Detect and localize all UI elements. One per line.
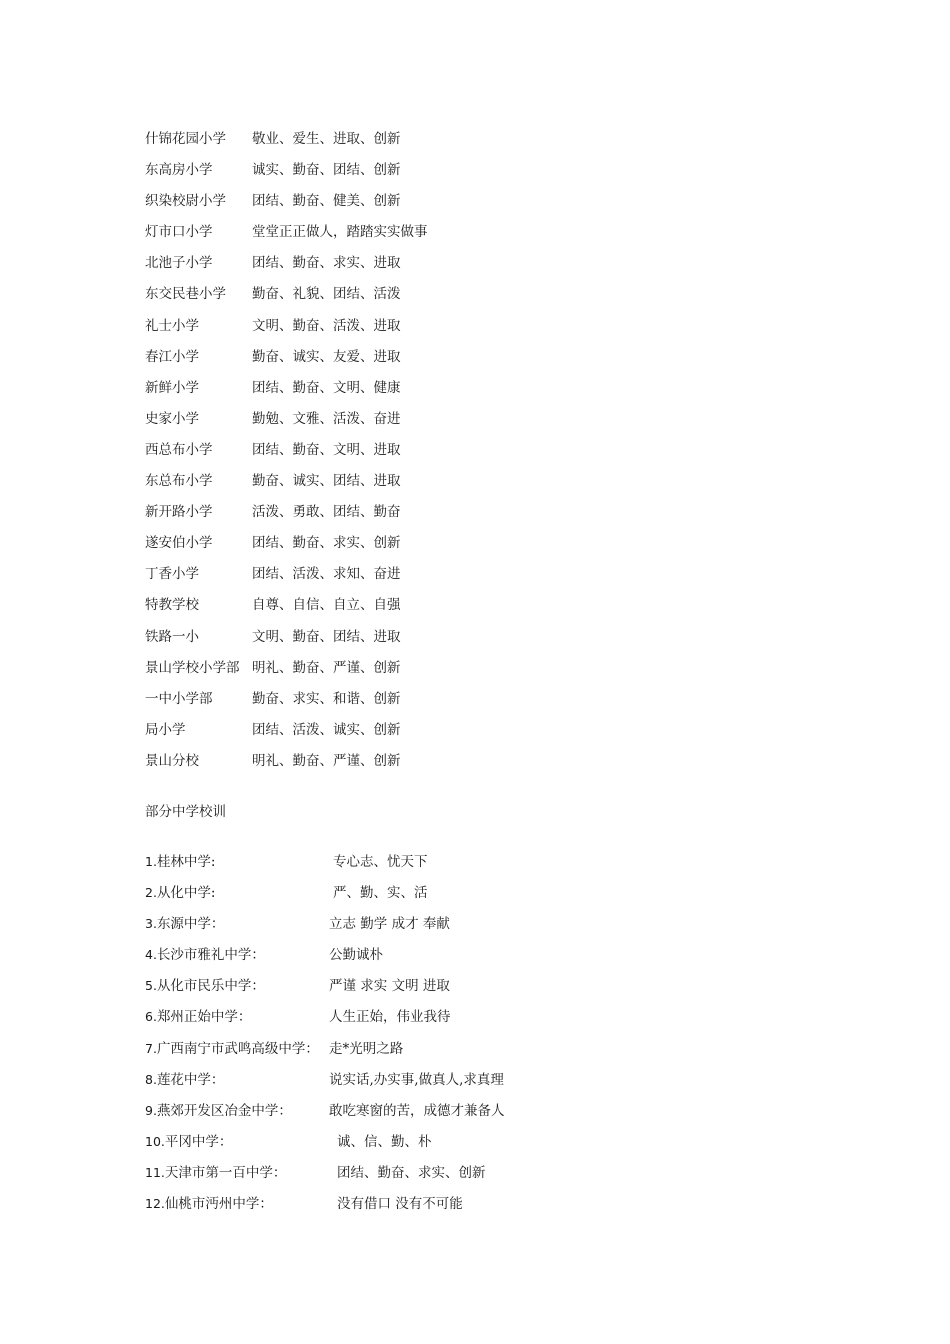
school-name: 特教学校 [145,597,199,614]
school-motto: 人生正始，伟业我待 [329,1009,451,1026]
school-name: 景山分校 [145,752,199,769]
school-motto: 严、勤、实、活 [333,885,428,902]
school-name: 一中小学部 [145,690,213,707]
list-item [145,945,383,976]
school-motto: 活泼、勇敢、团结、勤奋 [252,504,401,521]
school-name: 莲花中学： [156,1071,225,1088]
school-motto: 公勤诚朴 [329,947,383,964]
school-motto: 团结、勤奋、求实、创新 [252,535,401,552]
item-number: 2. [145,885,157,901]
school-name: 广西南宁市武鸣高级中学： [156,1040,319,1057]
list-item [145,852,428,883]
school-name: 织染校尉小学 [145,193,226,210]
school-motto: 走*光明之路 [329,1040,404,1057]
school-motto: 勤奋、诚实、友爱、进取 [252,348,401,365]
middle-school-list [145,852,505,1225]
school-motto: 说实话,办实事,做真人,求真理 [329,1071,504,1088]
school-name: 东总布小学 [145,473,213,490]
school-motto: 团结、勤奋、健美、创新 [252,193,401,210]
school-motto: 明礼、勤奋、严谨、创新 [252,659,401,676]
school-motto: 勤奋、诚实、团结、进取 [252,473,401,490]
school-motto: 文明、勤奋、团结、进取 [252,628,401,645]
school-name: 遂安伯小学 [145,535,213,552]
item-number: 8. [145,1071,157,1087]
school-name: 仙桃市沔州中学： [164,1196,273,1213]
school-motto: 诚、信、勤、朴 [337,1133,432,1150]
item-number: 12. [145,1196,165,1212]
school-name: 东源中学： [156,916,225,933]
school-motto: 团结、勤奋、文明、进取 [252,441,401,458]
school-motto: 敬业、爱生、进取、创新 [252,131,401,147]
school-motto: 文明、勤奋、活泼、进取 [252,317,401,334]
school-motto: 勤奋、礼貌、团结、活泼 [252,286,401,303]
school-name: 铁路一小 [145,628,199,645]
school-name: 局小学 [145,721,186,738]
school-name: 新鲜小学 [145,379,199,396]
school-motto: 团结、活泼、诚实、创新 [252,721,401,738]
school-name: 新开路小学 [145,504,213,521]
school-motto: 团结、活泼、求知、奋进 [252,566,401,583]
list-item [145,1163,486,1194]
school-motto: 堂堂正正做人，踏踏实实做事 [252,224,428,241]
school-motto: 团结、勤奋、求实、创新 [337,1164,486,1181]
school-name: 天津市第一百中学： [164,1164,287,1181]
school-name: 郑州正始中学： [156,1009,252,1026]
school-name: 燕郊开发区冶金中学： [156,1102,292,1119]
school-motto: 专心志、忧天下 [333,854,428,870]
school-motto: 立志 勤学 成才 奉献 [329,916,450,933]
school-name: 长沙市雅礼中学： [156,947,265,964]
school-motto: 团结、勤奋、文明、健康 [252,379,401,396]
item-number: 10. [145,1133,165,1149]
list-item [145,1007,451,1038]
school-name: 从化中学: [156,885,216,902]
school-motto: 没有借口 没有不可能 [337,1196,463,1213]
list-item [145,1039,404,1070]
school-motto: 敢吃寒窗的苦，成德才兼备人 [329,1102,505,1119]
school-name: 礼士小学 [145,317,199,334]
school-name: 桂林中学: [156,854,216,870]
school-name: 春江小学 [145,348,199,365]
school-motto: 严谨 求实 文明 进取 [329,978,450,995]
school-name: 北池子小学 [145,255,213,272]
school-name: 景山学校小学部 [145,659,240,676]
list-item [145,1070,504,1101]
item-number: 3. [145,916,157,932]
item-number: 6. [145,1009,157,1025]
item-number: 1. [145,854,157,869]
school-name: 东交民巷小学 [145,286,226,303]
list-item [145,1132,432,1163]
school-name: 灯市口小学 [145,224,213,241]
item-number: 5. [145,978,157,994]
item-number: 9. [145,1102,157,1118]
item-number: 11. [145,1164,165,1180]
item-number: 4. [145,947,157,963]
school-name: 东高房小学 [145,162,213,179]
list-item [145,914,450,945]
school-motto: 自尊、自信、自立、自强 [252,597,401,614]
school-name: 什锦花园小学 [145,131,226,147]
school-motto: 勤勉、文雅、活泼、奋进 [252,410,401,427]
school-motto: 明礼、勤奋、严谨、创新 [252,752,401,769]
list-item [145,883,428,914]
list-item [145,976,450,1007]
list-item [145,1101,505,1132]
school-motto: 团结、勤奋、求实、进取 [252,255,401,272]
list-item [145,1194,463,1225]
school-name: 丁香小学 [145,566,199,583]
school-name: 史家小学 [145,410,199,427]
section-heading: 部分中学校训 [145,804,226,820]
school-name: 平冈中学： [164,1133,233,1150]
school-name: 从化市民乐中学： [156,978,265,995]
school-motto: 诚实、勤奋、团结、创新 [252,162,401,179]
school-motto: 勤奋、求实、和谐、创新 [252,690,401,707]
school-name: 西总布小学 [145,441,213,458]
item-number: 7. [145,1040,157,1056]
